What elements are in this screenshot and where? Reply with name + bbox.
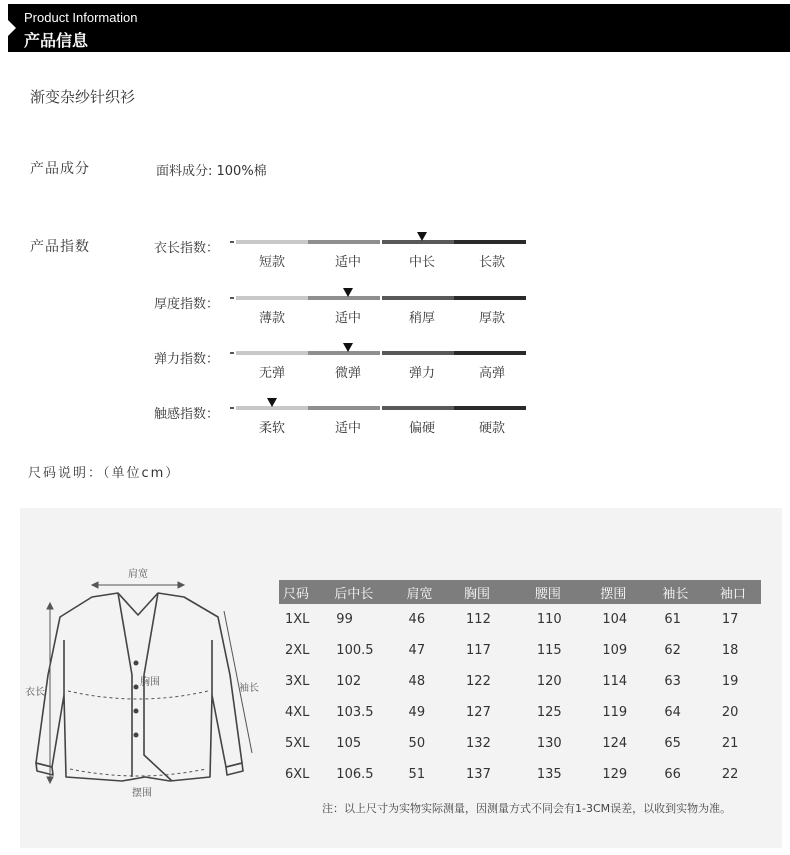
index-marker [267,398,277,407]
size-table-cell: 112 [466,612,491,627]
index-option: 中长 [408,255,435,270]
size-table-cell: 105 [336,736,362,751]
size-table-cell: 6XL [285,767,310,782]
scale-segment [236,296,308,300]
scale-segment [236,240,308,244]
index-option: 稍厚 [408,311,435,326]
size-table [279,580,761,790]
sleeve-label: 袖长 [239,683,259,694]
length-label: 衣长 [25,687,45,698]
garment-outline [36,593,242,781]
arrow [47,603,53,609]
size-table-cell: 3XL [285,674,310,689]
index-option: 柔软 [258,421,285,436]
size-table-cell: 64 [664,705,681,720]
index-option: 适中 [334,255,361,270]
size-table-cell: 46 [408,612,426,627]
index-option: 短款 [258,255,285,270]
scale-dash [230,352,234,354]
header-notch [8,20,16,36]
scale-dash [230,297,234,299]
index-scale [236,351,526,355]
size-table-cell: 1XL [285,612,310,627]
size-table-cell: 125 [536,705,562,720]
size-table-header-cell: 腰围 [531,580,597,604]
size-table-row [279,728,761,759]
chest-measure-line [68,691,208,699]
hem-measure-line [70,769,206,776]
size-table-row [279,759,761,790]
size-table-cell: 109 [602,643,628,658]
scale-dash [230,241,234,243]
size-table-header-cell: 袖长 [658,580,715,604]
index-option: 高弹 [478,366,505,381]
size-table-cell: 47 [408,643,426,658]
size-table-cell: 4XL [285,705,310,720]
scale-segment [454,240,526,244]
index-scale [236,296,526,300]
size-table-cell: 106.5 [336,767,374,782]
size-table-cell: 99 [336,612,353,627]
shoulder-label: 肩宽 [128,569,148,580]
arrow [92,582,98,588]
scale-segment [454,296,526,300]
size-table-cell: 18 [721,643,739,658]
scale-segment [454,351,526,355]
size-table-cell: 22 [721,767,739,782]
index-label: 弹力指数： [154,352,220,367]
button [134,685,139,690]
size-table-row [279,666,761,697]
size-table-cell: 2XL [285,643,310,658]
size-table-cell: 124 [602,736,628,751]
button [134,733,139,738]
size-table-cell: 137 [466,767,491,782]
index-option: 厚款 [478,311,505,326]
size-table-cell: 62 [664,643,681,658]
size-table-cell: 66 [664,767,681,782]
indices-label: 产品指数 [30,239,90,255]
scale-segment [308,406,380,410]
index-scale [236,240,526,244]
index-label: 衣长指数： [154,241,220,256]
header-title-en: Product Information [24,10,138,25]
size-table-header-cell: 肩宽 [403,580,460,604]
size-table-cell: 102 [336,674,362,689]
size-table-cell: 130 [536,736,562,751]
size-table-cell: 20 [721,705,739,720]
scale-segment [382,406,454,410]
header-title-cn: 产品信息 [24,31,89,50]
size-table-cell: 120 [536,674,562,689]
placket-left [118,593,132,777]
scale-segment [454,406,526,410]
size-table-cell: 100.5 [336,643,374,658]
index-option: 微弹 [334,366,361,381]
size-table-header-cell: 尺码 [279,580,330,604]
size-note: 尺码说明：（单位cm） [28,466,181,481]
size-table-row [279,697,761,728]
index-option: 薄款 [258,311,285,326]
index-marker [417,232,427,241]
size-table-cell: 21 [721,736,739,751]
scale-dash [230,407,234,409]
size-table-cell: 48 [408,674,426,689]
cardigan-diagram [20,555,270,805]
index-option: 适中 [334,421,361,436]
arrow [178,582,184,588]
size-table-cell: 129 [602,767,628,782]
size-table-cell: 127 [466,705,491,720]
index-marker [343,288,353,297]
scale-segment [236,351,308,355]
size-table-header-cell: 摆围 [596,580,658,604]
size-table-row [279,604,761,635]
size-table-cell: 63 [664,674,681,689]
size-table-header-cell: 后中长 [330,580,402,604]
size-table-cell: 50 [408,736,426,751]
section-header [8,4,790,52]
size-table-cell: 115 [536,643,562,658]
scale-segment [382,296,454,300]
size-table-cell: 49 [408,705,426,720]
button [134,661,139,666]
index-option: 偏硬 [408,421,435,436]
index-option: 硬款 [478,421,505,436]
size-table-header-cell: 胸围 [460,580,531,604]
scale-segment [308,240,380,244]
hem-label: 摆围 [132,788,152,799]
size-table-cell: 17 [721,612,739,627]
size-table-cell: 51 [408,767,426,782]
size-table-cell: 19 [721,674,739,689]
index-option: 无弹 [258,366,285,381]
size-table-header-cell: 袖口 [716,580,761,604]
size-table-cell: 122 [466,674,491,689]
size-table-row [279,635,761,666]
arrow [47,777,53,783]
size-table-cell: 135 [536,767,562,782]
size-table-cell: 119 [602,705,628,720]
size-table-cell: 117 [466,643,491,658]
size-table-cell: 114 [602,674,628,689]
index-option: 长款 [478,255,505,270]
size-table-cell: 110 [536,612,562,627]
button [134,709,139,714]
chest-label: 胸围 [140,677,160,688]
size-table-cell: 65 [664,736,681,751]
index-scale [236,406,526,410]
scale-segment [382,351,454,355]
size-table-cell: 5XL [285,736,310,751]
product-name: 渐变杂纱针织衫 [30,88,136,106]
index-label: 厚度指数： [154,297,220,312]
size-table-cell: 103.5 [336,705,374,720]
size-table-body [279,604,761,790]
composition-label: 产品成分 [30,161,90,177]
composition-value: 面料成分: 100%棉 [156,164,267,179]
cuff-right [226,763,243,775]
size-table-cell: 132 [466,736,491,751]
size-footnote: 注：以上尺寸为实物实际测量，因测量方式不同会有1-3CM误差，以收到实物为准。 [322,802,732,815]
size-table-cell: 61 [664,612,681,627]
size-table-cell: 104 [602,612,628,627]
size-table-header [279,580,761,604]
index-label: 触感指数： [154,407,220,422]
index-option: 适中 [334,311,361,326]
index-option: 弹力 [408,366,435,381]
index-marker [343,343,353,352]
